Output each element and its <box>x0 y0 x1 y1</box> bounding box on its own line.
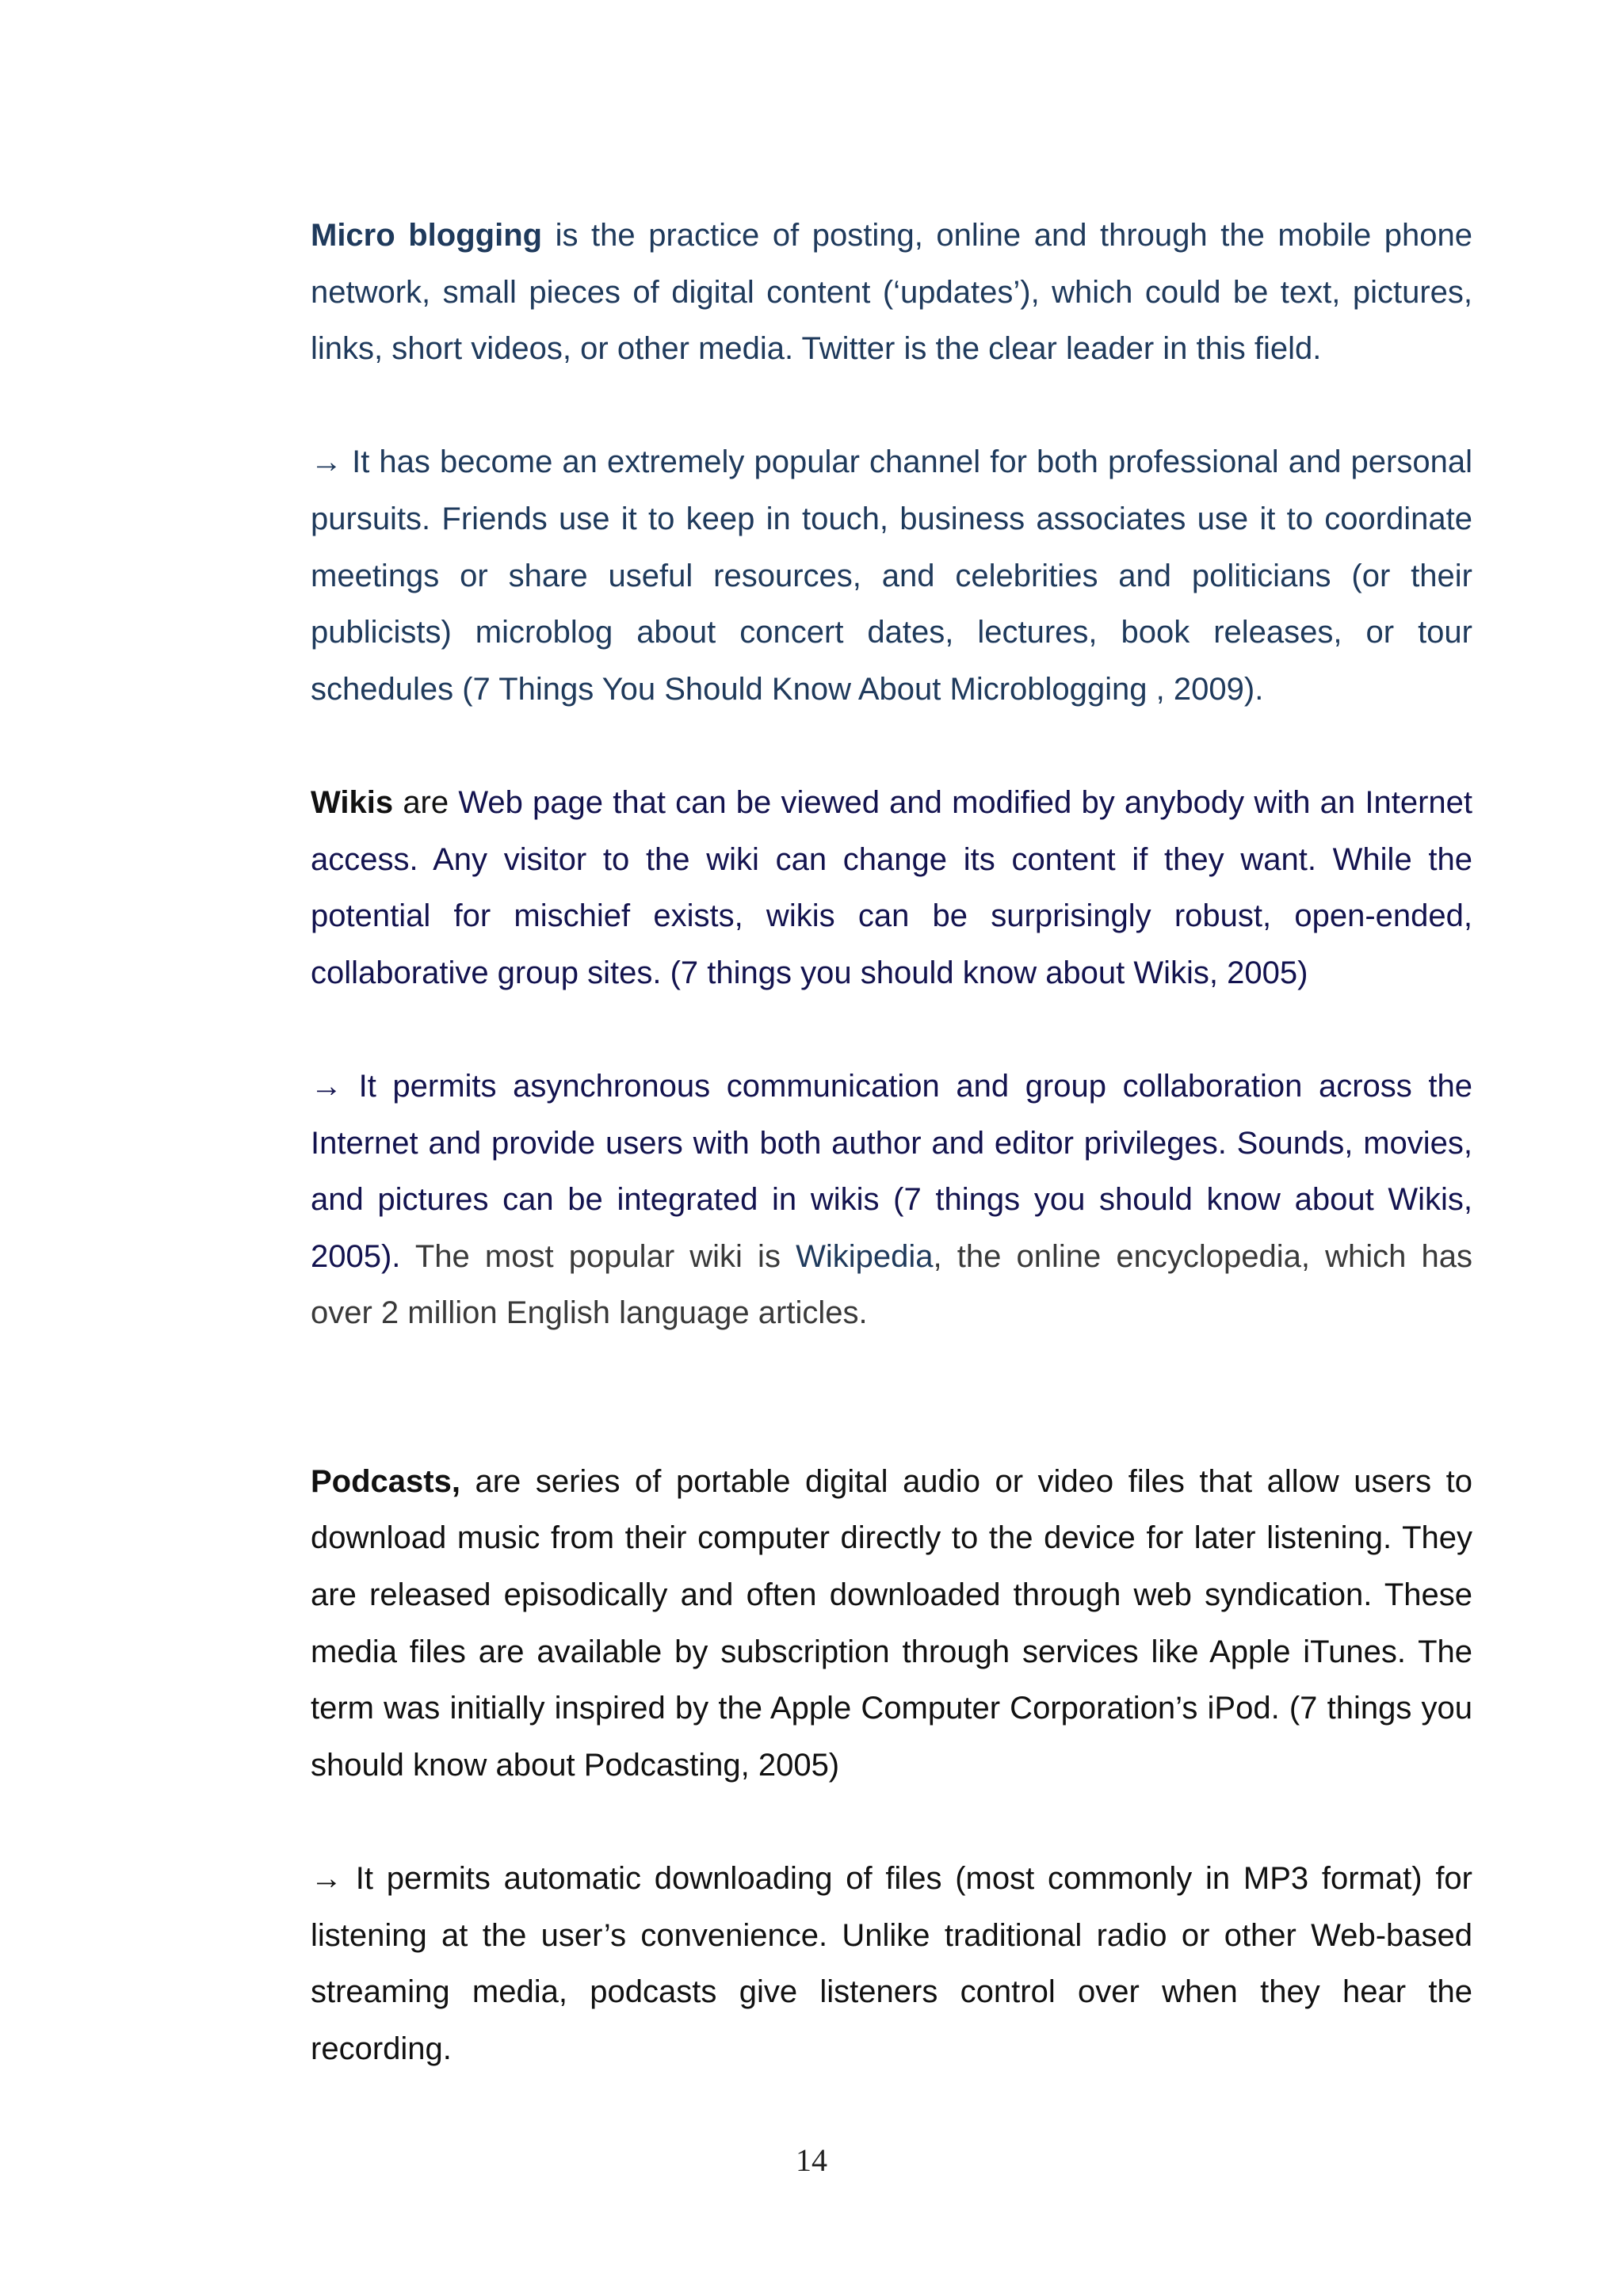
paragraph-wikis-note <box>311 1058 1472 1342</box>
podcasts-note-text: It permits automatic downloading of files (most commonly in MP3 format) for listening at the user’s convenience. Unlike traditional radio or other Web-based streaming media, podcasts give listeners control over when they hear the recording. <box>311 1861 1472 2066</box>
section-spacer <box>311 1342 1472 1454</box>
arrow-icon: → <box>311 444 342 480</box>
arrow-icon: → <box>311 1068 342 1104</box>
wikis-connector: are <box>393 784 459 820</box>
term-microblogging: Micro blogging <box>311 218 543 253</box>
paragraph-microblogging <box>311 208 1472 378</box>
paragraph-spacer <box>311 1001 1472 1058</box>
paragraph-spacer <box>311 1794 1472 1851</box>
term-podcasts: Podcasts, <box>311 1463 460 1499</box>
page-body <box>311 208 1472 2077</box>
podcasts-definition: are series of portable digital audio or video files that allow users to download music from their computer directly to the device for later listening. They are released episodically and often downloaded through web syndication. These media files are available by subscription through services like Apple iTunes. The term was initially inspired by the Apple Computer Corporation’s iPod. (7 things you should know about Podcasting, 2005) <box>311 1463 1472 1783</box>
wikis-note-encyclopedia: , the online encyclopedia, which has over 2 million English language articles. <box>311 1238 1473 1331</box>
paragraph-spacer <box>311 718 1472 775</box>
paragraph-podcasts <box>311 1454 1472 1794</box>
wikipedia-link[interactable]: Wikipedia <box>796 1238 934 1274</box>
paragraph-spacer <box>311 378 1472 435</box>
paragraph-microblogging-note <box>311 434 1472 718</box>
microblogging-definition: is the practice of posting, online and through the mobile phone network, small pieces of digital content (‘updates’), which could be text, pictures, links, short videos, or other media. Twitter is the clear leader in this field. <box>311 218 1472 367</box>
microblogging-note-text: It has become an extremely popular channel for both professional and personal pursuits. Friends use it to keep in touch, business associates use it to coordinate meetings or share useful resources, and celebrities and politicians (or their publicists) microblog about concert dates, lectures, book releases, or tour schedules (7 Things You Should Know About Microblogging , 2009). <box>311 444 1472 707</box>
arrow-icon: → <box>311 1861 342 1897</box>
wikis-note-popular: The most popular wiki is <box>400 1238 796 1274</box>
term-wikis: Wikis <box>311 784 394 820</box>
page-number: 14 <box>796 2142 827 2178</box>
wikis-definition: Web page that can be viewed and modified by anybody with an Internet access. Any visitor to the wiki can change its content if they want. While the potential for mischief exists, wikis can be surprisingly robust, open-ended, collaborative group sites. (7 things you should know about Wikis, 2005) <box>311 784 1472 990</box>
paragraph-podcasts-note <box>311 1851 1472 2077</box>
wikis-note-text: It permits asynchronous communication and group collaboration across the Internet and provide users with both author and editor privileges. Sounds, movies, and pictures can be integrated in wikis (7 things you should know about Wikis, 2005). <box>311 1068 1472 1274</box>
paragraph-wikis <box>311 775 1472 1001</box>
